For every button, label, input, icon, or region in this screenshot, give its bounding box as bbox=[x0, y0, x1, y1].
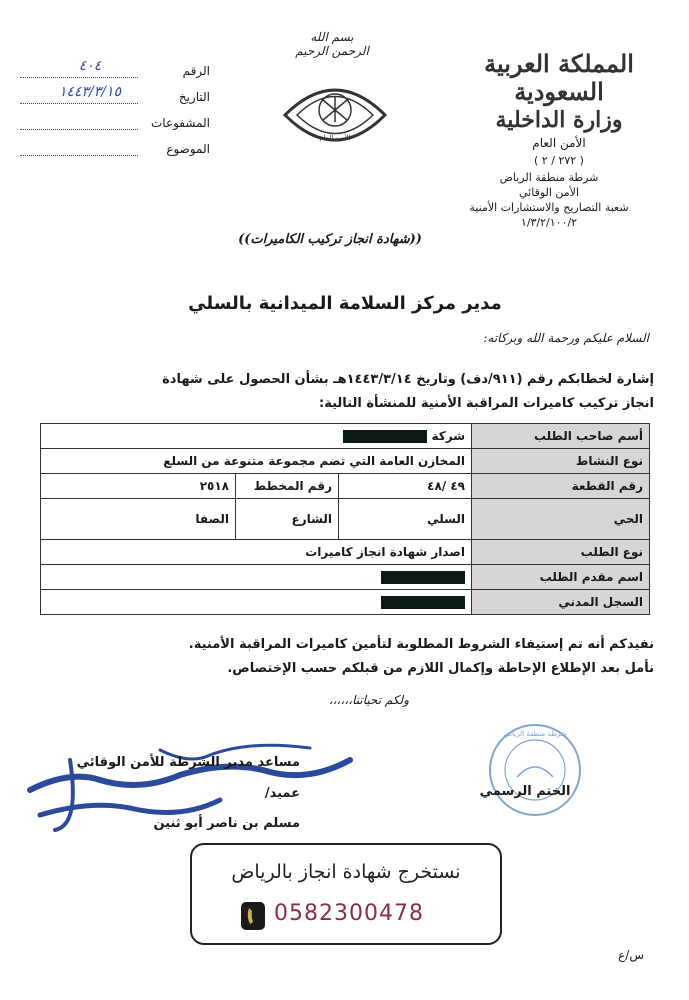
dept-line: الأمن الوقائي bbox=[518, 186, 580, 199]
field-value: ١٤٤٣/٣/١٥ bbox=[58, 84, 122, 100]
phone-icon bbox=[240, 901, 266, 931]
request-type-value: اصدار شهادة انجاز كاميرات bbox=[41, 540, 472, 565]
field-value: ٤٠٤ bbox=[78, 58, 102, 74]
street-value: الصفا bbox=[41, 499, 236, 540]
field-label: الرقم bbox=[182, 64, 210, 78]
greeting: السلام عليكم ورحمة الله وبركاته: bbox=[483, 331, 649, 345]
civil-record-value bbox=[41, 590, 472, 615]
regards: ولكم تحياتنا،،،،،، bbox=[328, 693, 409, 707]
letterhead bbox=[459, 50, 659, 167]
addressee: مدير مركز السلامة الميدانية بالسلي bbox=[188, 293, 502, 314]
field-subject bbox=[20, 138, 210, 164]
table-row bbox=[41, 590, 650, 615]
redaction-bar bbox=[343, 430, 427, 443]
ministry-name: وزارة الداخلية bbox=[495, 107, 623, 133]
request-type-label: نوع الطلب bbox=[472, 540, 650, 565]
subject-title: ((شهادة انجاز تركيب الكاميرات)) bbox=[238, 232, 422, 247]
field-label: الموضوع bbox=[166, 142, 210, 156]
owner-value bbox=[41, 424, 472, 449]
district-label: الحي bbox=[472, 499, 650, 540]
plan-label: رقم المخطط bbox=[236, 474, 339, 499]
owner-prefix: شركة bbox=[431, 429, 465, 443]
reference-line-2: انجاز تركيب كاميرات المراقبة الأمنية للمنشأة التالية: bbox=[319, 396, 654, 411]
body-paragraph-1: نفيدكم أنه تم إستيفاء الشروط المطلوبة لتأمين كاميرات المراقبة الأمنية. bbox=[188, 637, 654, 652]
body-paragraph-2: نأمل بعد الإطلاع الإحاطة وإكمال اللازم من قبلكم حسب الإختصاص. bbox=[227, 661, 654, 676]
signatory-name: مسلم بن ناصر أبو ثنين bbox=[153, 816, 300, 831]
official-stamp bbox=[487, 722, 583, 818]
field-date bbox=[20, 86, 210, 112]
footer-initials: س/ع bbox=[618, 948, 644, 962]
table-row bbox=[41, 424, 650, 449]
stamp-text: شرطة منطقة الرياض bbox=[503, 730, 567, 738]
security-emblem-icon bbox=[275, 70, 395, 160]
street-label: الشارع bbox=[236, 499, 339, 540]
activity-value: المخازن العامة التي تضم مجموعة متنوعة من السلع bbox=[41, 449, 472, 474]
basmala: بسم الله الرحمن الرحيم bbox=[295, 30, 369, 58]
table-row bbox=[41, 565, 650, 590]
field-label: المشفوعات bbox=[150, 116, 210, 130]
field-number bbox=[20, 60, 210, 86]
table-row bbox=[41, 474, 650, 499]
department-lines bbox=[459, 170, 639, 230]
dept-line: شرطة منطقة الرياض bbox=[499, 171, 599, 184]
applicant-label: اسم مقدم الطلب bbox=[472, 565, 650, 590]
redaction-bar bbox=[381, 596, 465, 609]
field-attachments bbox=[20, 112, 210, 138]
ad-phone-number[interactable]: 0582300478 bbox=[274, 901, 424, 926]
kingdom-name: المملكة العربية السعودية bbox=[484, 49, 634, 106]
applicant-value bbox=[41, 565, 472, 590]
header-fields bbox=[20, 60, 210, 164]
emblem-caption: الأمن العام bbox=[319, 134, 351, 142]
owner-label: أسم صاحب الطلب bbox=[472, 424, 650, 449]
plot-label: رقم القطعة bbox=[472, 474, 650, 499]
civil-record-label: السجل المدني bbox=[472, 590, 650, 615]
ad-headline: نستخرج شهادة انجاز بالرياض bbox=[231, 861, 461, 883]
table-row bbox=[41, 540, 650, 565]
district-value: السلي bbox=[339, 499, 472, 540]
facility-table bbox=[40, 423, 650, 615]
signatory-rank: عميد/ bbox=[264, 786, 300, 801]
redaction-bar bbox=[381, 571, 465, 584]
activity-label: نوع النشاط bbox=[472, 449, 650, 474]
field-label: التاريخ bbox=[178, 90, 210, 104]
public-security: الأمن العام bbox=[532, 136, 586, 150]
ad-banner bbox=[190, 843, 502, 945]
plan-value: ٢٥١٨ bbox=[41, 474, 236, 499]
stamp-label: الختم الرسمي bbox=[479, 784, 571, 799]
reference-line-1: إشارة لخطابكم رقم (٩١١/دف) وتاريخ ١٤٤٣/٣/١٤هـ بشأن الحصول على شهادة bbox=[162, 372, 654, 387]
dept-line: ١/٣/٢/١٠٠/٢ bbox=[520, 216, 578, 229]
dept-line: شعبة التصاريح والاستشارات الأمنية bbox=[469, 201, 629, 214]
table-row bbox=[41, 449, 650, 474]
table-row bbox=[41, 499, 650, 540]
plot-value: ٤٩ /٤٨ bbox=[339, 474, 472, 499]
department-code: ( ٢٧٢ / ٢ ) bbox=[534, 154, 584, 167]
signatory-title: مساعد مدير الشرطة للأمن الوقائي bbox=[76, 755, 300, 770]
